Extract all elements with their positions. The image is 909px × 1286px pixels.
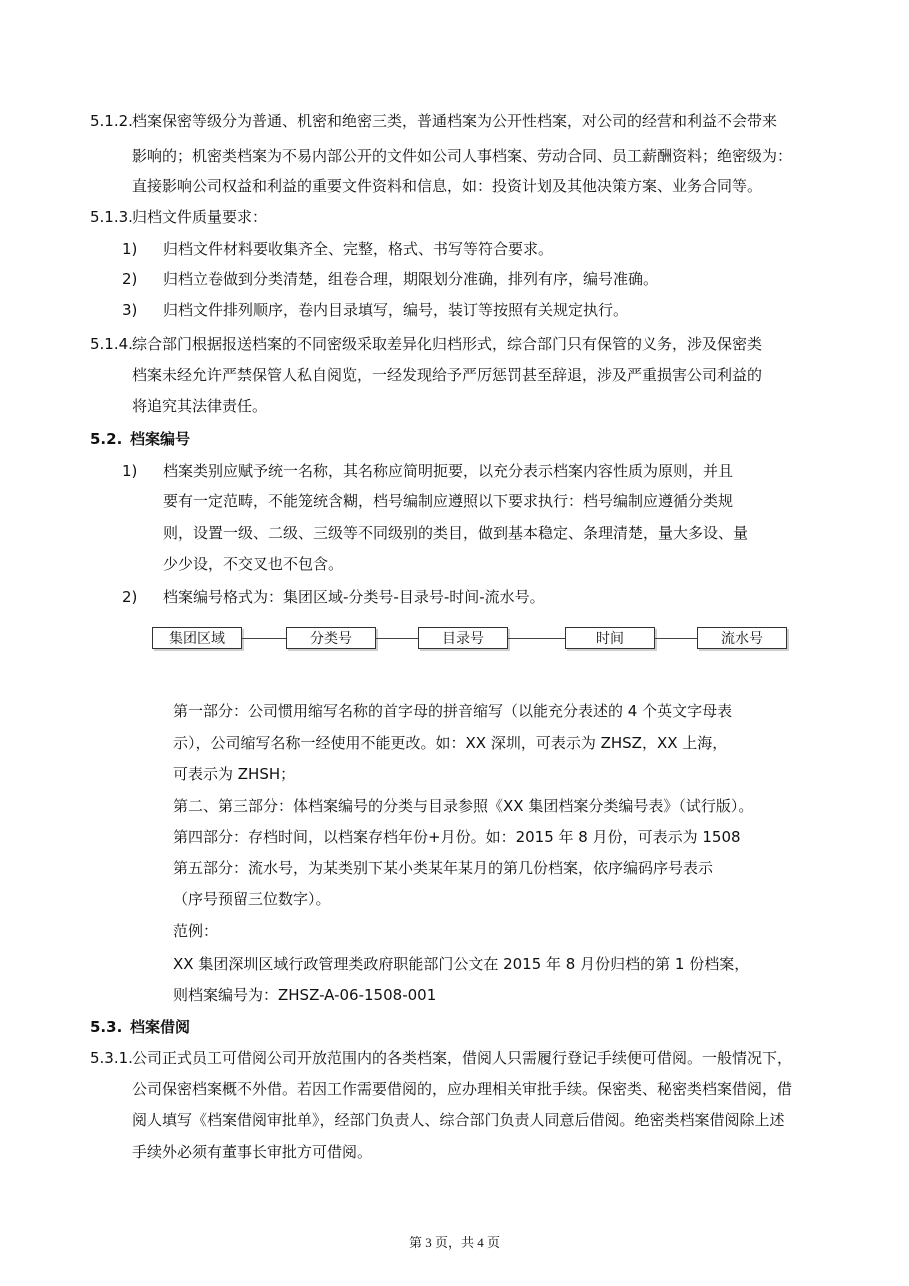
paragraph-line: 公司保密档案概不外借。若因工作需要借阅的，应办理相关审批手续。保密类、秘密类档案借阅，借 — [132, 1080, 793, 1098]
paragraph-line: 档案类别应赋予统一名称，其名称应简明扼要，以充分表示档案内容性质为原则，并且 — [163, 462, 734, 480]
flow-connector — [242, 638, 286, 639]
explanation-line: （序号预留三位数字）。 — [173, 890, 331, 908]
section-heading: 档案借阅 — [130, 1018, 191, 1036]
flow-box-time: 时间 — [565, 627, 655, 649]
flow-connector — [655, 638, 697, 639]
explanation-line: 第五部分：流水号，为某类别下某小类某年某月的第几份档案，依序编码序号表示 — [173, 859, 714, 877]
paragraph-line: 阅人填写《档案借阅审批单》，经部门负责人、综合部门负责人同意后借阅。绝密类档案借阅除上述 — [132, 1111, 785, 1129]
section-number-5-3-1: 5.3.1. — [90, 1049, 133, 1067]
explanation-line: 第一部分：公司惯用缩写名称的首字母的拼音缩写（以能充分表述的 4 个英文字母表 — [173, 702, 733, 720]
flow-box-group-region: 集团区域 — [152, 627, 242, 649]
list-number: 2) — [122, 588, 138, 606]
paragraph-line: 公司正式员工可借阅公司开放范围内的各类档案，借阅人只需履行登记手续便可借阅。一般情况下， — [132, 1049, 793, 1067]
list-number: 1) — [122, 240, 138, 258]
explanation-line: 示），公司缩写名称一经使用不能更改。如：XX 深圳，可表示为 ZHSZ，XX 上海， — [173, 734, 728, 752]
section-heading: 档案编号 — [130, 430, 191, 448]
flow-box-catalog: 目录号 — [418, 627, 508, 649]
paragraph-line: 则，设置一级、二级、三级等不同级别的类目，做到基本稳定、条理清楚，量大多设、量 — [163, 524, 749, 542]
explanation-line: 则档案编号为：ZHSZ-A-06-1508-001 — [173, 986, 437, 1004]
flow-box-serial: 流水号 — [697, 627, 787, 649]
explanation-line: 第四部分：存档时间，以档案存档年份+月份。如：2015 年 8 月份，可表示为 1508 — [173, 828, 741, 846]
section-number-5-2: 5.2. — [90, 430, 123, 448]
paragraph-line: 少少设，不交叉也不包含。 — [163, 555, 344, 573]
explanation-line: XX 集团深圳区域行政管理类政府职能部门公文在 2015 年 8 月份归档的第 1 份档案， — [173, 955, 750, 973]
list-item: 归档立卷做到分类清楚，组卷合理，期限划分准确，排列有序，编号准确。 — [163, 270, 659, 288]
flow-connector — [376, 638, 418, 639]
flow-box-category: 分类号 — [286, 627, 376, 649]
list-number: 1) — [122, 462, 138, 480]
paragraph-line: 档案保密等级分为普通、机密和绝密三类，普通档案为公开性档案，对公司的经营和利益不会带来 — [132, 112, 778, 130]
paragraph-line: 将追究其法律责任。 — [132, 397, 268, 415]
section-number-5-1-4: 5.1.4. — [90, 335, 133, 353]
paragraph-line: 综合部门根据报送档案的不同密级采取差异化归档形式，综合部门只有保管的义务，涉及保密类 — [132, 335, 763, 353]
section-number-5-1-3: 5.1.3. — [90, 208, 133, 226]
explanation-line: 范例： — [173, 922, 219, 940]
section-number-5-1-2: 5.1.2. — [90, 112, 133, 130]
paragraph-line: 手续外必须有董事长审批方可借阅。 — [132, 1143, 373, 1161]
explanation-line: 第二、第三部分：体档案编号的分类与目录参照《XX 集团档案分类编号表》（试行版）。 — [173, 797, 754, 815]
list-item: 档案编号格式为：集团区域-分类号-目录号-时间-流水号。 — [163, 588, 545, 606]
list-item: 归档文件排列顺序，卷内目录填写，编号，装订等按照有关规定执行。 — [163, 301, 629, 319]
paragraph-line: 要有一定范畴，不能笼统含糊，档号编制应遵照以下要求执行：档号编制应遵循分类规 — [163, 492, 734, 510]
section-number-5-3: 5.3. — [90, 1018, 123, 1036]
list-number: 2) — [122, 270, 138, 288]
explanation-line: 可表示为 ZHSH； — [173, 765, 296, 783]
list-number: 3) — [122, 301, 138, 319]
section-title: 归档文件质量要求： — [132, 208, 268, 226]
paragraph-line: 直接影响公司权益和利益的重要文件资料和信息，如：投资计划及其他决策方案、业务合同等。 — [132, 177, 763, 195]
page-footer: 第 3 页，共 4 页 — [408, 1235, 500, 1250]
flow-connector — [508, 638, 565, 639]
list-item: 归档文件材料要收集齐全、完整，格式、书写等符合要求。 — [163, 240, 554, 258]
paragraph-line: 档案未经允许严禁保管人私自阅览，一经发现给予严厉惩罚甚至辞退，涉及严重损害公司利益的 — [132, 366, 763, 384]
paragraph-line: 影响的；机密类档案为不易内部公开的文件如公司人事档案、劳动合同、员工薪酬资料；绝密级为： — [132, 147, 793, 165]
